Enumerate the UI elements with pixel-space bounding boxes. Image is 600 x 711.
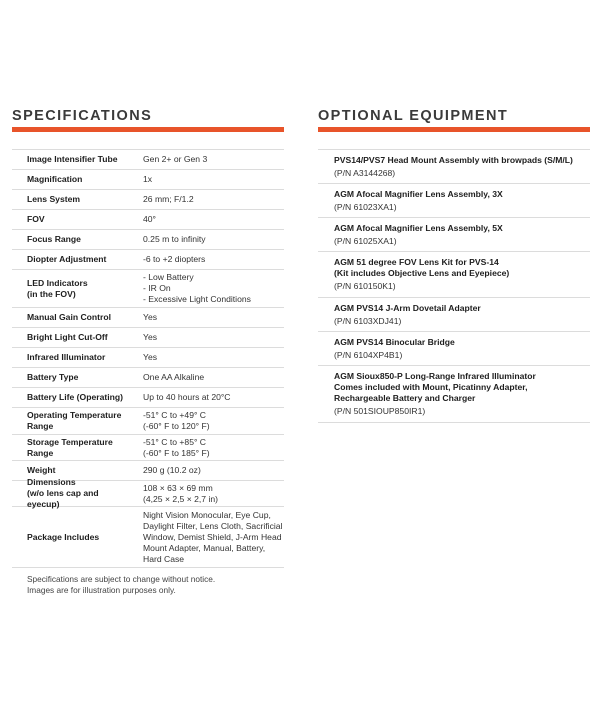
- specifications-heading: SPECIFICATIONS: [12, 108, 153, 124]
- equipment-part-number: (P/N 61025XA1): [334, 236, 397, 246]
- spec-value: 26 mm; F/1.2: [143, 194, 194, 204]
- spec-label: Battery Life (Operating): [27, 392, 123, 402]
- equipment-item-magnifier-3x: [318, 183, 590, 217]
- optional-equipment-list: [318, 149, 590, 423]
- equipment-name: AGM Afocal Magnifier Lens Assembly, 3X: [334, 189, 503, 199]
- spec-row-infrared-illuminator: [12, 347, 284, 367]
- spec-value: 290 g (10.2 oz): [143, 465, 201, 475]
- spec-label: LED Indicators (in the FOV): [27, 277, 88, 299]
- spec-label: Storage Temperature Range: [27, 436, 113, 458]
- spec-label: FOV: [27, 214, 45, 224]
- spec-value: Up to 40 hours at 20°C: [143, 392, 231, 402]
- optional-equipment-heading: OPTIONAL EQUIPMENT: [318, 108, 509, 124]
- spec-row-battery-life: [12, 387, 284, 407]
- specifications-table: [12, 149, 284, 568]
- spec-row-diopter-adjustment: [12, 249, 284, 269]
- spec-row-storage-temperature: [12, 434, 284, 460]
- spec-row-operating-temperature: [12, 407, 284, 434]
- equipment-item-magnifier-5x: [318, 217, 590, 251]
- spec-row-magnification: [12, 169, 284, 189]
- spec-value: Night Vision Monocular, Eye Cup, Daylight Filter, Lens Cloth, Sacrificial Window, Demist Shield, J-Arm Head Mount Adapter, Manual, Battery, Hard Case: [143, 509, 283, 564]
- spec-label: Focus Range: [27, 234, 81, 244]
- spec-value: Yes: [143, 312, 158, 322]
- spec-value: 108 × 63 × 69 mm (4,25 × 2,5 × 2,7 in): [143, 482, 219, 504]
- equipment-item-j-arm-adapter: [318, 297, 590, 331]
- spec-value: -6 to +2 diopters: [143, 254, 206, 264]
- spec-row-dimensions: [12, 477, 284, 509]
- footnote-line: Specifications are subject to change without notice.: [27, 574, 216, 584]
- spec-label: Diopter Adjustment: [27, 254, 107, 264]
- equipment-item-binocular-bridge: [318, 331, 590, 365]
- spec-value: 0.25 m to infinity: [143, 234, 206, 244]
- spec-value: Gen 2+ or Gen 3: [143, 154, 208, 164]
- equipment-name: AGM Afocal Magnifier Lens Assembly, 5X: [334, 223, 503, 233]
- spec-value: 1x: [143, 174, 153, 184]
- equipment-part-number: (P/N 501SIOUP850IR1): [334, 406, 426, 416]
- equipment-part-number: (P/N 61023XA1): [334, 202, 397, 212]
- equipment-name: PVS14/PVS7 Head Mount Assembly with browpads (S/M/L): [334, 155, 573, 165]
- equipment-part-number: (P/N 6104XP4B1): [334, 350, 403, 360]
- spec-row-image-intensifier-tube: [12, 149, 284, 169]
- spec-label: Lens System: [27, 194, 81, 204]
- spec-row-led-indicators: [12, 269, 284, 307]
- spec-value: 40°: [143, 214, 156, 224]
- spec-label: Bright Light Cut-Off: [27, 332, 108, 342]
- equipment-item-fov-lens-kit: [318, 251, 590, 297]
- spec-label: Infrared Illuminator: [27, 352, 106, 362]
- spec-value: Yes: [143, 332, 158, 342]
- equipment-item-ir-illuminator: [318, 365, 590, 423]
- spec-value: -51° C to +49° C (-60° F to 120° F): [143, 410, 210, 431]
- footnote-line: Images are for illustration purposes only.: [27, 585, 176, 595]
- spec-row-fov: [12, 209, 284, 229]
- spec-label: Package Includes: [27, 531, 100, 542]
- equipment-part-number: (P/N 610150K1): [334, 281, 396, 291]
- equipment-part-number: (P/N 6103XDJ41): [334, 316, 402, 326]
- spec-label: Dimensions (w/o lens cap and eyecup): [27, 477, 99, 509]
- spec-label: Magnification: [27, 174, 83, 184]
- spec-row-manual-gain-control: [12, 307, 284, 327]
- specifications-accent-rule: [12, 127, 284, 132]
- spec-label: Battery Type: [27, 372, 79, 382]
- equipment-name: AGM 51 degree FOV Lens Kit for PVS-14 (Kit includes Objective Lens and Eyepiece): [334, 257, 510, 278]
- spec-row-package-includes: [12, 506, 284, 568]
- spec-value: Yes: [143, 352, 158, 362]
- spec-row-battery-type: [12, 367, 284, 387]
- spec-value: -51° C to +85° C (-60° F to 185° F): [143, 436, 210, 458]
- specifications-footnote: [27, 574, 215, 596]
- spec-value: One AA Alkaline: [143, 372, 205, 382]
- spec-label: Weight: [27, 465, 56, 475]
- equipment-part-number: (P/N A3144268): [334, 168, 396, 178]
- optional-equipment-accent-rule: [318, 127, 590, 132]
- equipment-name: AGM PVS14 J-Arm Dovetail Adapter: [334, 303, 481, 313]
- spec-row-bright-light-cut-off: [12, 327, 284, 347]
- spec-label: Operating Temperature Range: [27, 410, 122, 431]
- spec-row-focus-range: [12, 229, 284, 249]
- equipment-name: AGM Sioux850-P Long-Range Infrared Illuminator Comes included with Mount, Picatinny Adapter, Rechargeable Battery and Charger: [334, 371, 536, 403]
- spec-value: - Low Battery - IR On - Excessive Light Conditions: [143, 272, 251, 304]
- spec-label: Image Intensifier Tube: [27, 154, 118, 164]
- equipment-item-head-mount: [318, 149, 590, 183]
- equipment-name: AGM PVS14 Binocular Bridge: [334, 337, 455, 347]
- spec-label: Manual Gain Control: [27, 312, 112, 322]
- spec-row-lens-system: [12, 189, 284, 209]
